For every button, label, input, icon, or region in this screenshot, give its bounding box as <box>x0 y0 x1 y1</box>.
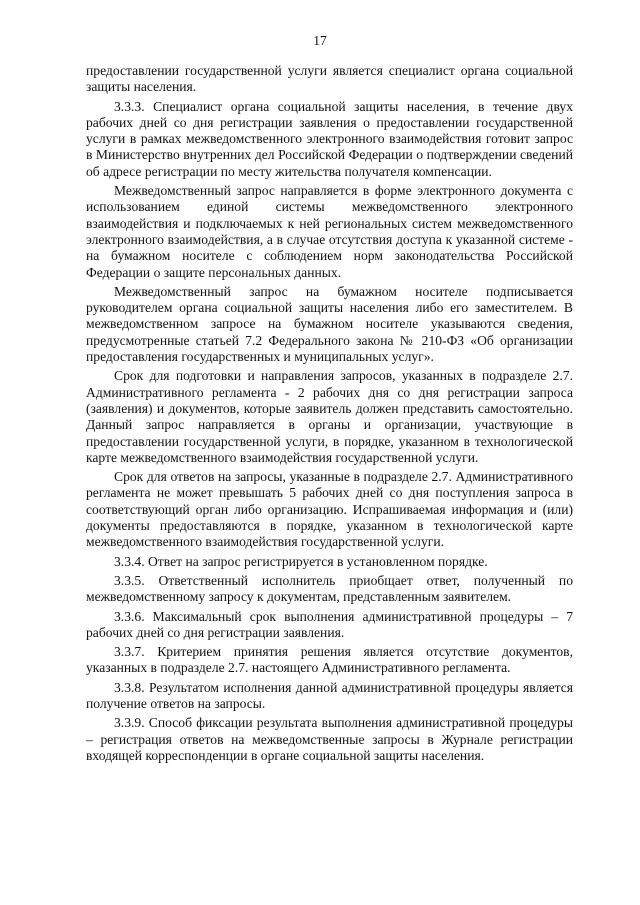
paragraph-3-3-9: 3.3.9. Способ фиксации результата выполнения административной процедуры – регистрация ответов на межведомственные запросы в Журнале регистрации входящей корреспонденции в органе социальной защиты населения. <box>86 715 573 763</box>
paragraph-continuation: предоставлении государственной услуги является специалист органа социальной защиты населения. <box>86 63 573 95</box>
paragraph-preparation-deadline: Срок для подготовки и направления запросов, указанных в подразделе 2.7. Административного регламента - 2 рабочих дня со дня регистрации запроса (заявления) и документов, которые заявитель должен представить самостоятельно. Данный запрос направляется в органы и организации, участвующие в предоставлении государственной услуги, в порядке, указанном в технологической карте межведомственного взаимодействия государственной услуги. <box>86 368 573 465</box>
paragraph-response-deadline: Срок для ответов на запросы, указанные в подразделе 2.7. Административного регламента не может превышать 5 рабочих дней со дня поступления запроса в соответствующий орган либо организацию. Испрашиваемая информация и (или) документы предоставляются в порядке, указанном в технологической карте межведомственного взаимодействия государственной услуги. <box>86 469 573 550</box>
paragraph-3-3-4: 3.3.4. Ответ на запрос регистрируется в установленном порядке. <box>114 553 488 569</box>
page-number: 17 <box>313 33 327 48</box>
paragraph-3-3-3: 3.3.3. Специалист органа социальной защиты населения, в течение двух рабочих дней со дня регистрации заявления о предоставлении государственной услуги в рамках межведомственного электронного взаимодействия готовит запрос в Министерство внутренних дел Российской Федерации о подтверждении сведений об адресе регистрации по месту жительства получателя компенсации. <box>86 98 573 179</box>
document-body <box>86 63 573 767</box>
paragraph-3-3-7: 3.3.7. Критерием принятия решения является отсутствие документов, указанных в подразделе 2.7. настоящего Административного регламента. <box>86 644 573 676</box>
paragraph-paper-request: Межведомственный запрос на бумажном носителе подписывается руководителем органа социальной защиты населения либо его заместителем. В межведомственном запросе на бумажном носителе указываются сведения, предусмотренные статьей 7.2 Федерального закона № 210-ФЗ «Об организации предоставления государственных и муниципальных услуг». <box>86 283 573 365</box>
paragraph-3-3-5: 3.3.5. Ответственный исполнитель приобщает ответ, полученный по межведомственному запросу к документам, представленным заявителем. <box>86 572 573 605</box>
paragraph-electronic-request: Межведомственный запрос направляется в форме электронного документа с использованием единой системы межведомственного электронного взаимодействия и подключаемых к ней региональных систем межведомственного электронного взаимодействия, а в случае отсутствия доступа к указанной системе - на бумажном носителе с соблюдением норм законодательства Российской Федерации о защите персональных данных. <box>86 183 573 280</box>
paragraph-3-3-6: 3.3.6. Максимальный срок выполнения административной процедуры – 7 рабочих дней со дня регистрации заявления. <box>86 608 573 640</box>
paragraph-3-3-8: 3.3.8. Результатом исполнения данной административной процедуры является получение ответов на запросы. <box>86 679 573 711</box>
